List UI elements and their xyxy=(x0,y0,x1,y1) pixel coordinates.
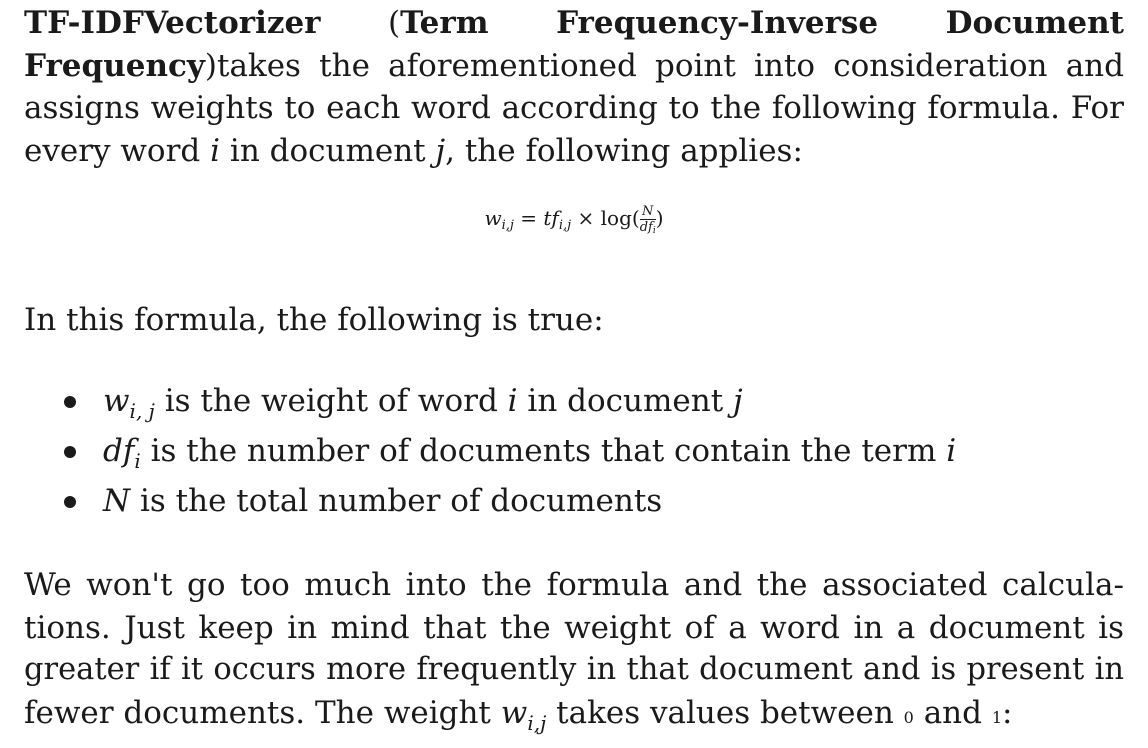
intro-paragraph xyxy=(24,2,1124,172)
intro-line-4: every word i in document j, the following applies: xyxy=(24,132,803,169)
intro-line-2: Frequency)takes the aforementioned point into consideration and xyxy=(24,47,1124,84)
fraction: $\frac{N}{df_i}$ xyxy=(639,204,656,236)
list-item: N is the total number of documents xyxy=(0,480,1148,530)
closing-paragraph xyxy=(24,564,1124,739)
bullet-icon xyxy=(64,496,76,508)
explain-paragraph: In this formula, the following is true: xyxy=(24,302,604,338)
list-item: $w_{i, j}$ is the weight of word i in document j xyxy=(0,380,1148,430)
closing-line-4: fewer documents. The weight $w_{i,j}$ takes values between 0 and 1: xyxy=(24,694,1013,735)
bullet-icon xyxy=(64,446,76,458)
closing-line-3: greater if it occurs more frequently in that document and is present in xyxy=(24,652,1124,687)
value-one: 1 xyxy=(991,707,1003,727)
value-zero: 0 xyxy=(903,707,914,727)
tfidf-formula: $w_{i,j} = tf_{i,j} \times \log$( $\frac{N}{df_i}$ ) xyxy=(484,204,664,236)
closing-line-1: We won't go too much into the formula and the associated calcula- xyxy=(24,567,1124,603)
bullet-icon xyxy=(64,396,76,408)
intro-line-1: TF-IDFVectorizer (Term Frequency-Inverse Document xyxy=(24,5,1124,41)
definition-list xyxy=(0,380,1148,530)
closing-line-2: tions. Just keep in mind that the weight of a word in a document is xyxy=(24,609,1124,646)
intro-line-3: assigns weights to each word according to the following formula. For xyxy=(24,90,1124,126)
list-item: $df_i$ is the number of documents that contain the term i xyxy=(0,430,1148,480)
term-tfidf: TF-IDFVectorizer xyxy=(24,5,321,41)
